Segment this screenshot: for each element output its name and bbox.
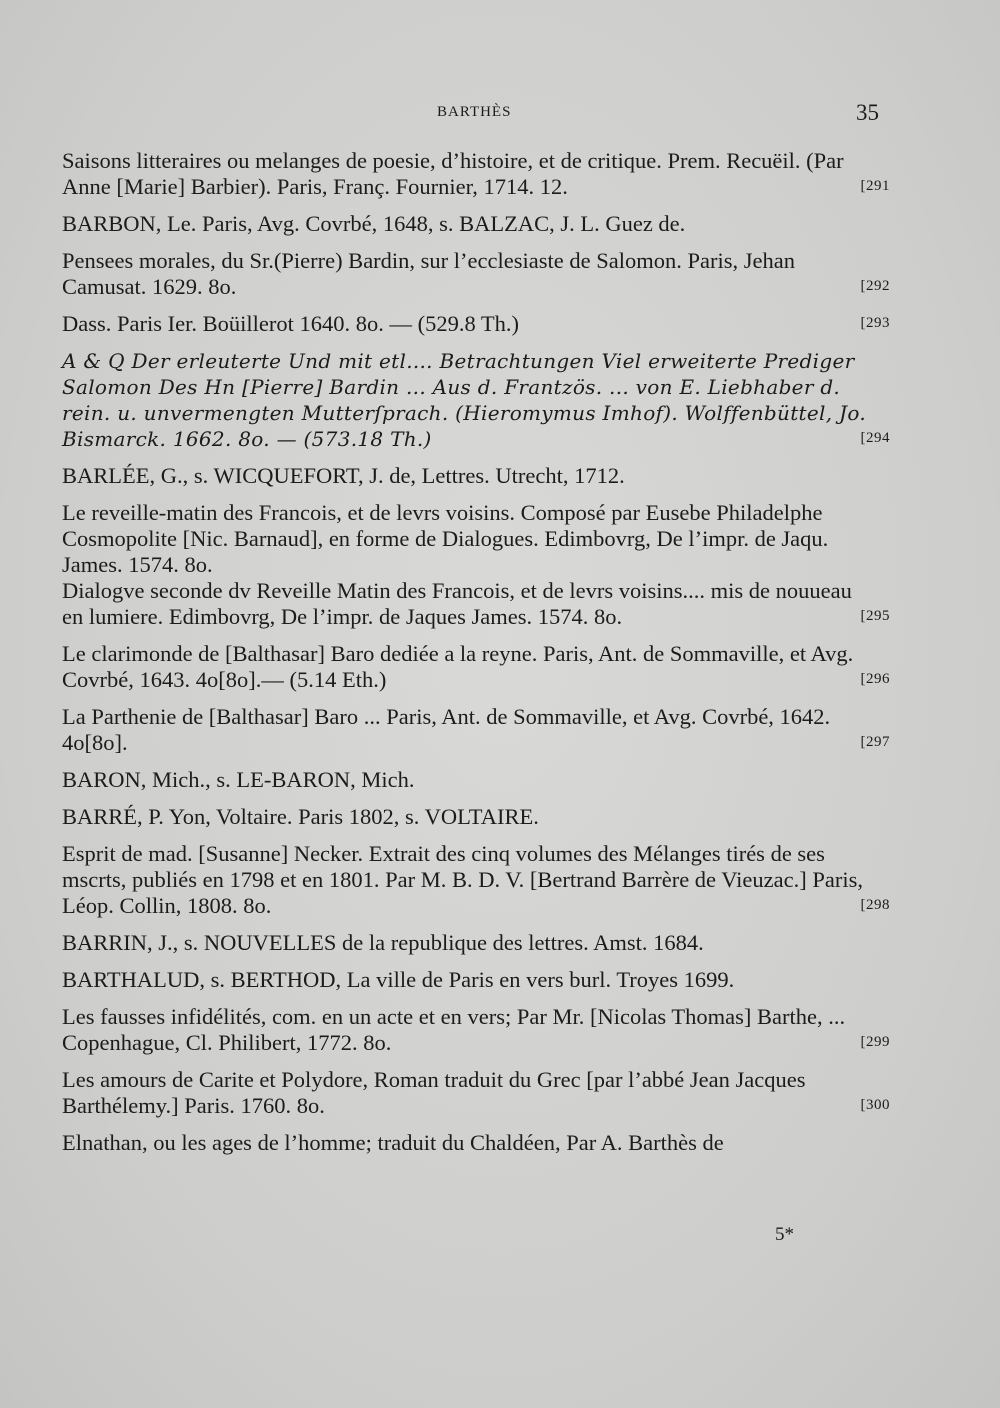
bibliography-entry bbox=[62, 348, 890, 452]
bibliography-entry bbox=[62, 500, 886, 578]
entry-text: Dialogve seconde dv Reveille Matin des Francois, et de levrs voisins.... mis de nouueau en lumiere. Edimbovrg, De l’impr. de Jaques James. 1574. 8o. bbox=[62, 578, 852, 629]
bibliography-entry bbox=[62, 211, 886, 237]
bibliography-entry bbox=[62, 641, 890, 693]
entry-text: Pensees morales, du Sr.(Pierre) Bardin, sur l’ecclesiaste de Salomon. Paris, Jehan Camusat. 1629. 8o. bbox=[62, 248, 795, 299]
entry-number: [291 bbox=[860, 178, 890, 194]
bibliography-entry bbox=[62, 463, 886, 489]
bibliography-entry bbox=[62, 311, 890, 337]
entry-text: BARON, Mich., s. LE-BARON, Mich. bbox=[62, 767, 415, 792]
entry-text: BARRIN, J., s. NOUVELLES de la republique des lettres. Amst. 1684. bbox=[62, 930, 704, 955]
bibliography-entry bbox=[62, 767, 886, 793]
bibliography-entry bbox=[62, 248, 890, 300]
entry-text: BARLÉE, G., s. WICQUEFORT, J. de, Lettres. Utrecht, 1712. bbox=[62, 463, 625, 488]
bibliography-list bbox=[62, 148, 890, 1167]
bibliography-entry bbox=[62, 578, 890, 630]
entry-text: Les amours de Carite et Polydore, Roman traduit du Grec [par l’abbé Jean Jacques Barthélemy.] Paris. 1760. 8o. bbox=[62, 1067, 806, 1118]
signature-mark: 5* bbox=[775, 1224, 794, 1245]
entry-text: La Parthenie de [Balthasar] Baro ... Paris, Ant. de Sommaville, et Avg. Covrbé, 1642. 4o[8o]. bbox=[62, 704, 831, 755]
bibliography-entry bbox=[62, 1130, 886, 1156]
entry-number: [299 bbox=[860, 1034, 890, 1050]
entry-text: BARTHALUD, s. BERTHOD, La ville de Paris en vers burl. Troyes 1699. bbox=[62, 967, 735, 992]
entry-text: Elnathan, ou les ages de l’homme; traduit du Chaldéen, Par A. Barthès de bbox=[62, 1130, 724, 1155]
page-number: 35 bbox=[856, 100, 879, 125]
entry-text: BARRÉ, P. Yon, Voltaire. Paris 1802, s. VOLTAIRE. bbox=[62, 804, 539, 829]
page-header bbox=[0, 100, 1000, 134]
bibliography-entry bbox=[62, 704, 890, 756]
bibliography-entry bbox=[62, 148, 890, 200]
entry-number: [296 bbox=[860, 671, 890, 687]
entry-text: BARBON, Le. Paris, Avg. Covrbé, 1648, s. BALZAC, J. L. Guez de. bbox=[62, 211, 686, 236]
entry-number: [295 bbox=[860, 608, 890, 624]
bibliography-entry bbox=[62, 804, 886, 830]
entry-number: [297 bbox=[860, 734, 890, 750]
entry-text: A & Q Der erleuterte Und mit etl.... Betrachtungen Viel erweiterte Prediger Salomon Des Hn [Pierre] Bardin ... Aus d. Frantzös. ... von E. Liebhaber d. rein. u. unvermengten Mutterſprach. (Hieromymus Imhof). Wolffenbüttel, Jo. Bismarck. 1662. 8o. — (573.18 Th.) bbox=[62, 349, 866, 451]
entry-text: Esprit de mad. [Susanne] Necker. Extrait des cinq volumes des Mélanges tirés de ses mscrts, publiés en 1798 et en 1801. Par M. B. D. V. [Bertrand Barrère de Vieuzac.] Paris, Léop. Collin, 1808. 8o. bbox=[62, 841, 863, 918]
bibliography-entry bbox=[62, 841, 890, 919]
running-head: BARTHÈS bbox=[437, 104, 512, 120]
entry-text: Saisons litteraires ou melanges de poesie, d’histoire, et de critique. Prem. Recuëil. (Par Anne [Marie] Barbier). Paris, Franç. Fournier, 1714. 12. bbox=[62, 148, 844, 199]
entry-number: [292 bbox=[860, 278, 890, 294]
entry-number: [293 bbox=[860, 315, 890, 331]
entry-number: [298 bbox=[860, 897, 890, 913]
bibliography-entry bbox=[62, 930, 886, 956]
bibliography-entry bbox=[62, 967, 886, 993]
entry-text: Le reveille-matin des Francois, et de levrs voisins. Composé par Eusebe Philadelphe Cosmopolite [Nic. Barnaud], en forme de Dialogues. Edimbovrg, De l’impr. de Jaqu. James. 1574. 8o. bbox=[62, 500, 829, 577]
entry-number: [300 bbox=[860, 1097, 890, 1113]
entry-text: Le clarimonde de [Balthasar] Baro dediée a la reyne. Paris, Ant. de Sommaville, et Avg. Covrbé, 1643. 4o[8o].— (5.14 Eth.) bbox=[62, 641, 854, 692]
entry-text: Les fausses infidélités, com. en un acte et en vers; Par Mr. [Nicolas Thomas] Barthe, ... Copenhague, Cl. Philibert, 1772. 8o. bbox=[62, 1004, 846, 1055]
entry-text: Dass. Paris Ier. Boüillerot 1640. 8o. — (529.8 Th.) bbox=[62, 311, 520, 336]
entry-number: [294 bbox=[860, 430, 890, 446]
bibliography-entry bbox=[62, 1004, 890, 1056]
bibliography-entry bbox=[62, 1067, 890, 1119]
